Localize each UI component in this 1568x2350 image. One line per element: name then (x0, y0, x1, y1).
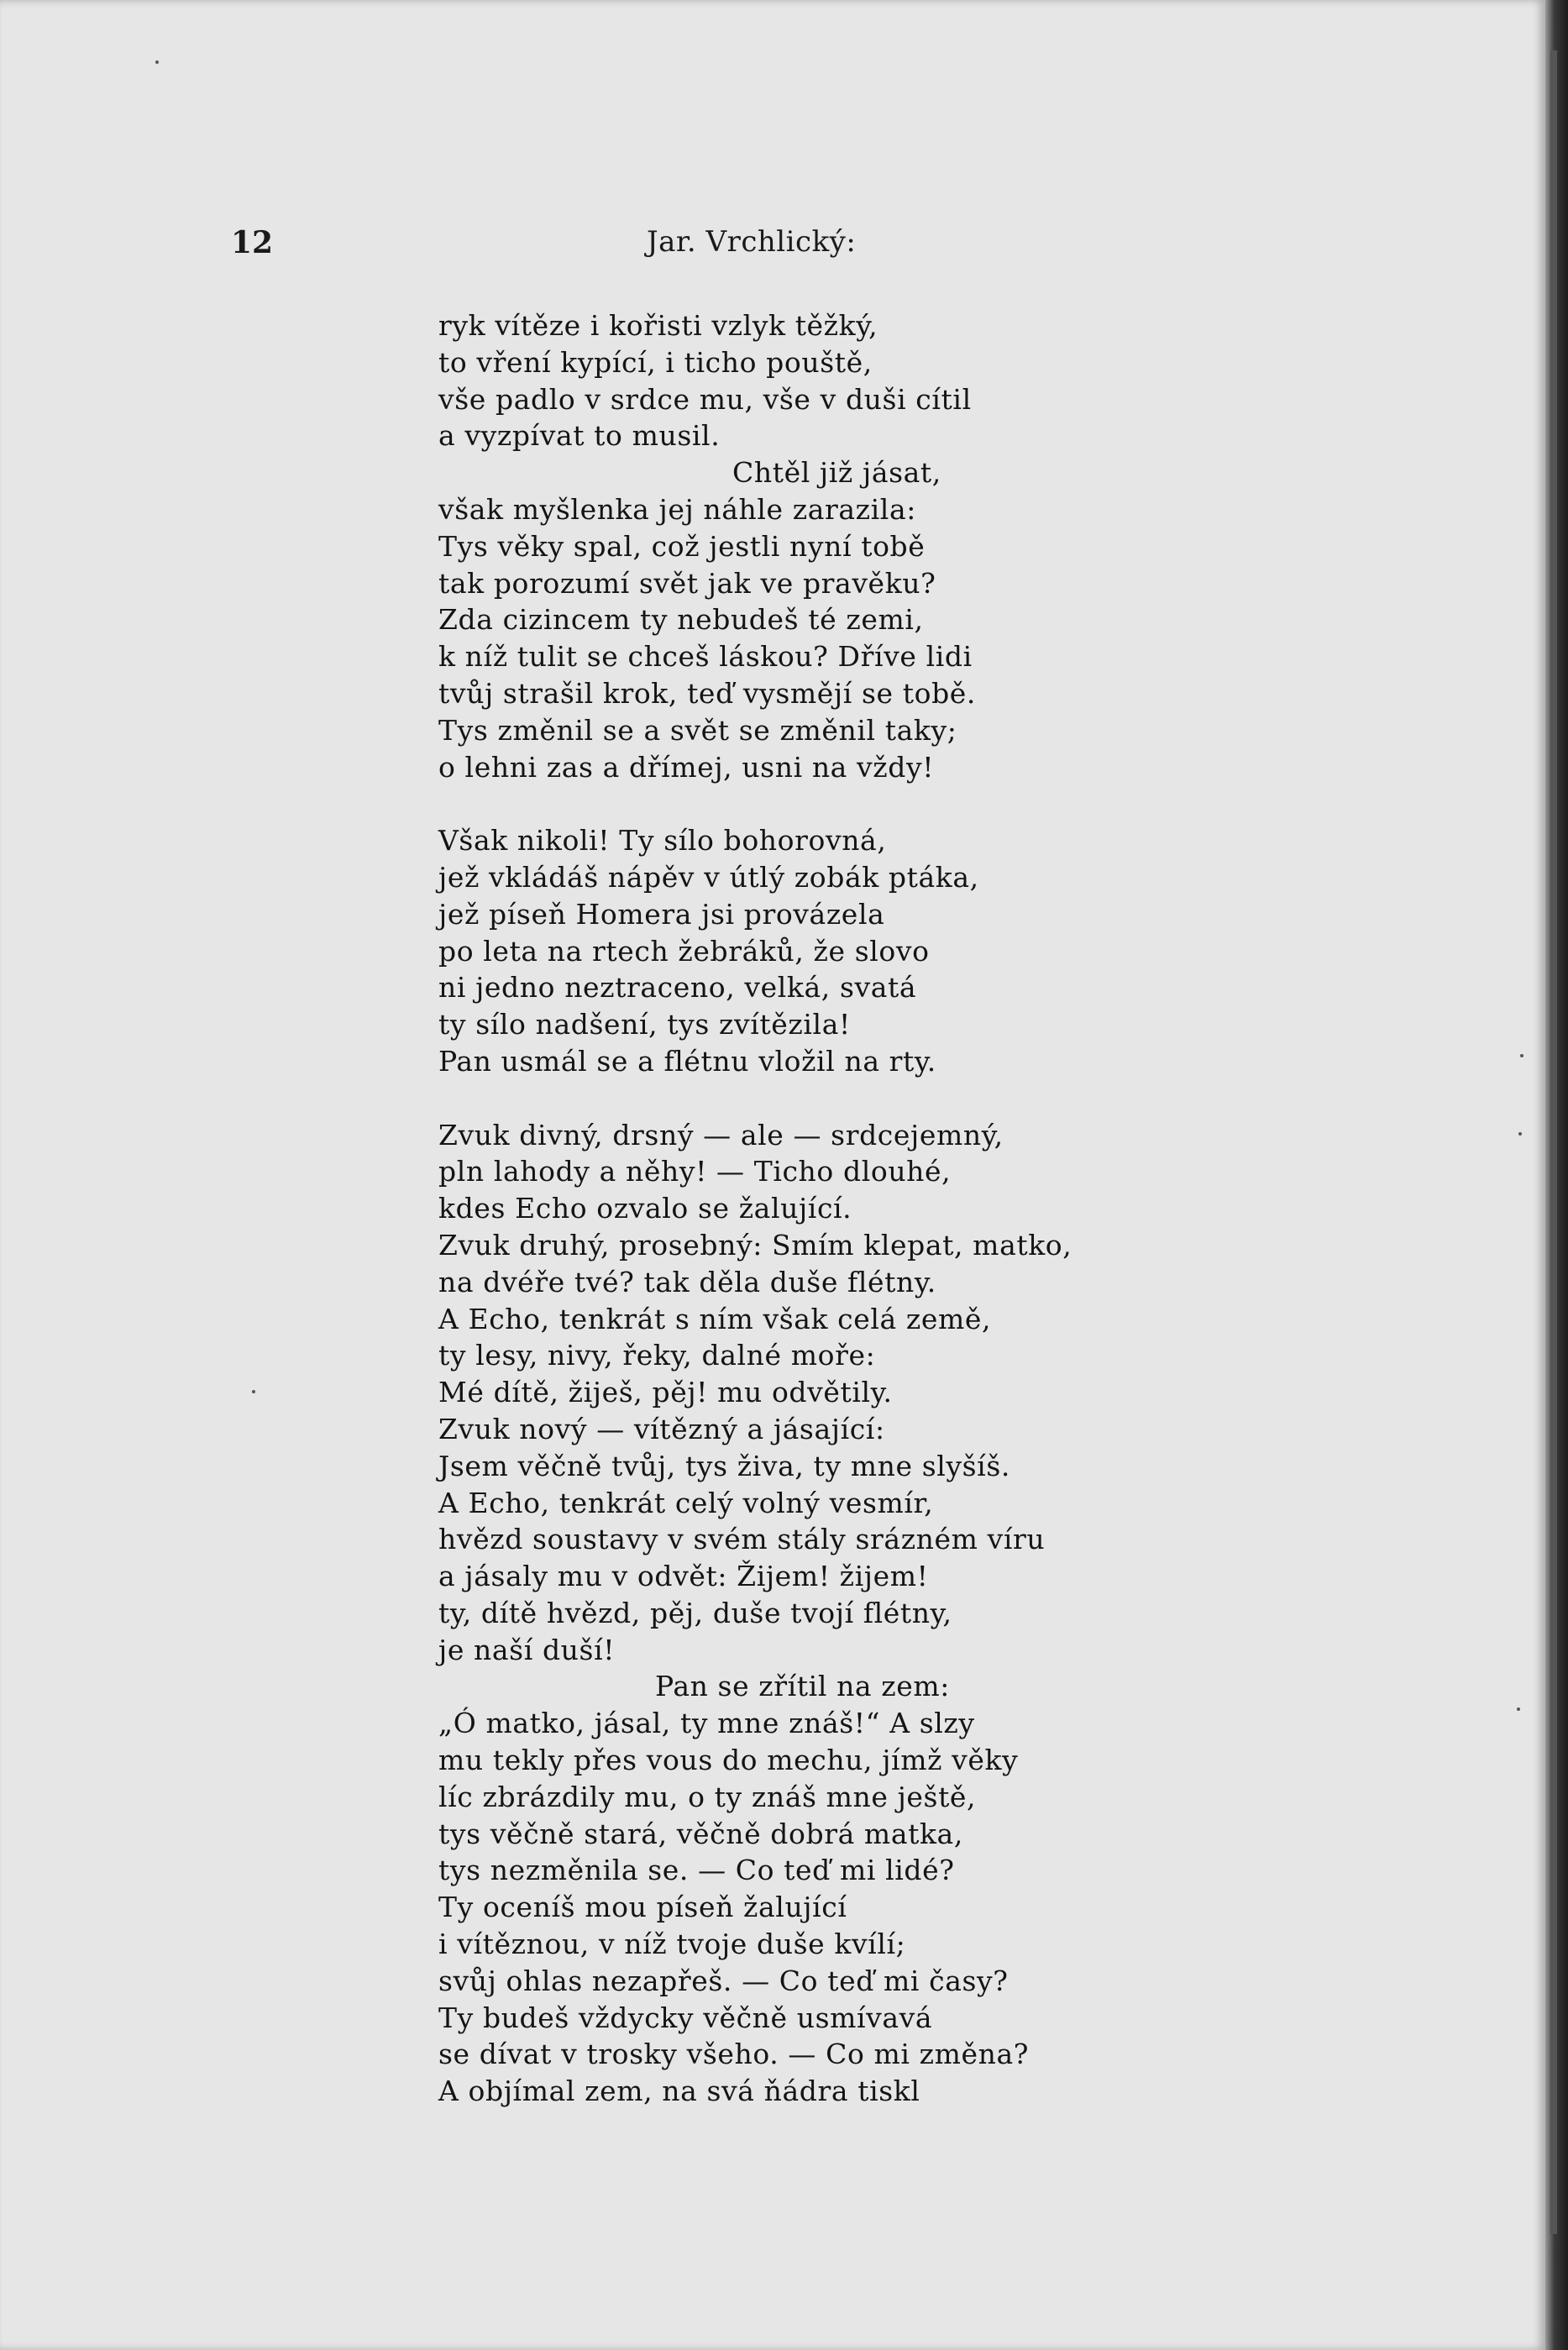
poem-line: i vítěznou, v níž tvoje duše kvílí; (438, 1928, 906, 1961)
poem-line: pln lahody a něhy! — Ticho dlouhé, (438, 1155, 952, 1188)
paper-speck (155, 60, 159, 64)
poem-line: ty lesy, nivy, řeky, dalné moře: (438, 1339, 876, 1372)
poem-line: ty, dítě hvězd, pěj, duše tvojí flétny, (438, 1596, 952, 1629)
poem-line: Chtěl již jásat, (732, 456, 941, 490)
poem-line: jež vkládáš nápěv v útlý zobák ptáka, (438, 860, 979, 894)
poem-line: A objímal zem, na svá ňádra tiskl (438, 2075, 920, 2108)
poem-line: k níž tulit se chceš láskou? Dříve lidi (438, 640, 973, 674)
poem-line: ty sílo nadšení, tys zvítězila! (438, 1008, 851, 1041)
poem-line: však myšlenka jej náhle zarazila: (438, 492, 916, 526)
poem-line: Pan usmál se a flétnu vložil na rty. (438, 1044, 936, 1078)
poem-line: mu tekly přes vous do mechu, jímž věky (438, 1744, 1019, 1777)
poem-line: o lehni zas a dřímej, usni na vždy! (438, 750, 935, 784)
poem-line: Pan se zřítil na zem: (655, 1670, 951, 1703)
binding-strip (1550, 50, 1557, 2234)
paper-speck (1518, 1132, 1522, 1136)
book-binding-edge (1545, 0, 1568, 2350)
poem-line: po leta na rtech žebráků, že slovo (438, 934, 930, 968)
running-head: Jar. Vrchlický: (647, 225, 857, 259)
poem-line: tys věčně stará, věčně dobrá matka, (438, 1817, 963, 1850)
poem-line: ni jedno neztraceno, velká, svatá (438, 971, 917, 1005)
poem-line: se dívat v trosky všeho. — Co mi změna? (438, 2038, 1030, 2071)
poem-line: tys nezměnila se. — Co teď mi lidé? (438, 1854, 955, 1887)
poem-line: Zda cizincem ty nebudeš té zemi, (438, 603, 924, 637)
poem-line: a vyzpívat to musil. (438, 419, 721, 453)
poem-line: líc zbrázdily mu, o ty znáš mne ještě, (438, 1780, 977, 1813)
poem-line: kdes Echo ozvalo se žalující. (438, 1192, 852, 1225)
poem-line: Tys věky spal, což jestli nyní tobě (438, 529, 926, 563)
poem-line: A Echo, tenkrát s ním však celá země, (438, 1302, 992, 1335)
poem-line: Ty budeš vždycky věčně usmívavá (438, 2001, 933, 2034)
poem-line: vše padlo v srdce mu, vše v duši cítil (438, 382, 972, 416)
poem-line: tvůj strašil krok, teď vysmějí se tobě. (438, 676, 977, 710)
poem-line: Jsem věčně tvůj, tys živa, ty mne slyšíš. (438, 1449, 1010, 1482)
poem-line: tak porozumí svět jak ve pravěku? (438, 566, 936, 600)
poem-line: Mé dítě, žiješ, pěj! mu odvětily. (438, 1376, 893, 1409)
poem-line: Zvuk nový — vítězný a jásající: (438, 1412, 885, 1445)
poem-line: to vření kypící, i ticho pouště, (438, 345, 873, 379)
poem-line: ryk vítěze i kořisti vzlyk těžký, (438, 309, 878, 342)
paper-speck (1517, 1707, 1520, 1711)
paper-speck (252, 1390, 255, 1393)
poem-line: je naší duší! (438, 1633, 616, 1666)
poem-line: Ty oceníš mou píseň žalující (438, 1891, 847, 1924)
stanza-break (438, 1080, 1278, 1117)
poem-line: a jásaly mu v odvět: Žijem! žijem! (438, 1560, 929, 1593)
poem-line: svůj ohlas nezapřeš. — Co teď mi časy? (438, 1964, 1009, 1997)
poem-line: Zvuk divný, drsný — ale — srdcejemný, (438, 1118, 1004, 1151)
poem-line: Zvuk druhý, prosebný: Smím klepat, matko, (438, 1228, 1072, 1262)
poem-line: jež píseň Homera jsi provázela (438, 897, 885, 931)
poem-line: „Ó matko, jásal, ty mne znáš!“ A slzy (438, 1707, 975, 1740)
page-number: 12 (231, 225, 274, 260)
poem-line: na dvéře tvé? tak děla duše flétny. (438, 1265, 936, 1298)
poem-line: A Echo, tenkrát celý volný vesmír, (438, 1486, 934, 1519)
poem-line: Tys změnil se a svět se změnil taky; (438, 713, 957, 747)
poem-line: Však nikoli! Ty sílo bohorovná, (438, 824, 887, 858)
poem-line: hvězd soustavy v svém stály srázném víru (438, 1523, 1046, 1556)
poem-text (438, 307, 1278, 2110)
paper-speck (1520, 1054, 1523, 1057)
stanza-break (438, 785, 1278, 822)
